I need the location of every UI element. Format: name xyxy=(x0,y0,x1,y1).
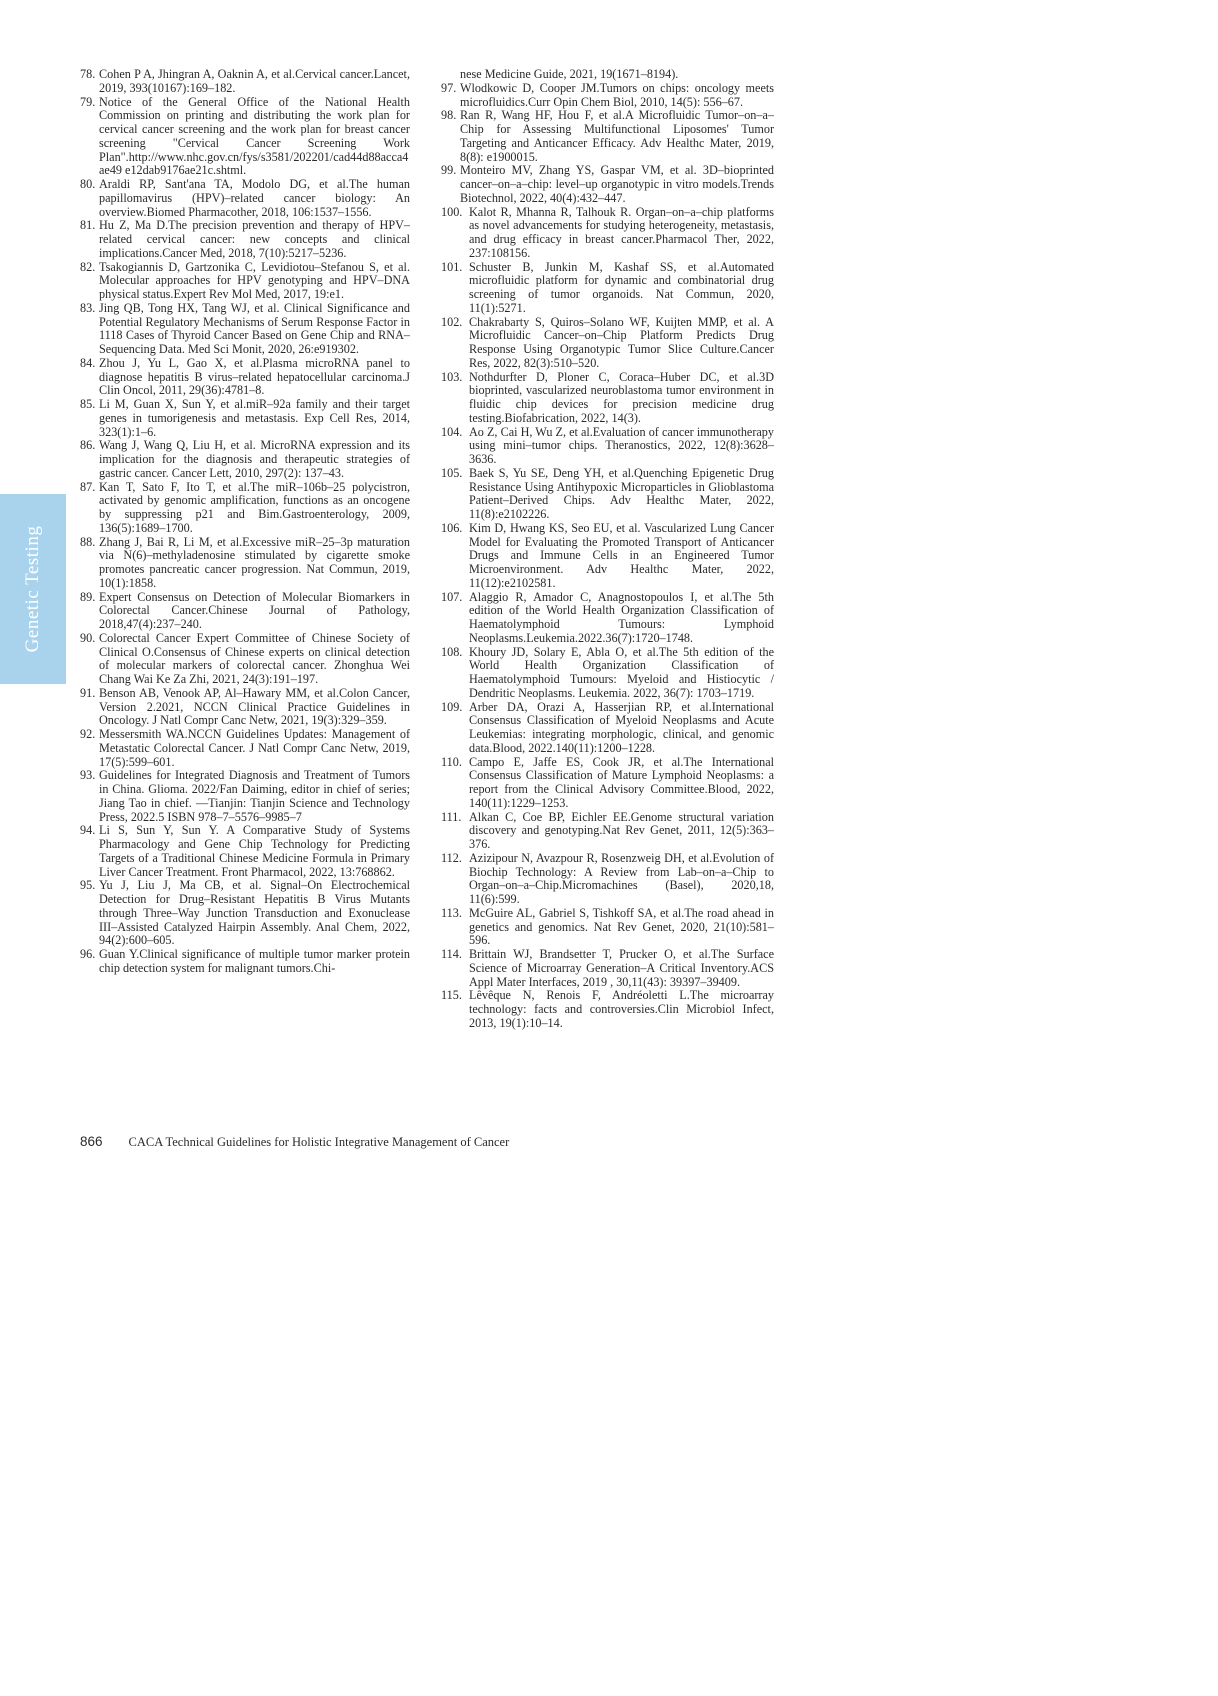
section-side-tab-label: Genetic Testing xyxy=(22,525,43,653)
reference-item xyxy=(441,164,774,205)
reference-item xyxy=(441,371,774,426)
reference-text: Lêvêque N, Renois F, Andréoletti L.The microarray technology: facts and controversies.Clin Microbiol Infect, 2013, 19(1):10–14. xyxy=(469,988,774,1030)
reference-item xyxy=(80,687,410,728)
reference-number: 98. xyxy=(441,108,457,123)
reference-number: 83. xyxy=(80,300,96,315)
reference-continuation: nese Medicine Guide, 2021, 19(1671–8194). xyxy=(460,67,679,81)
section-side-tab xyxy=(0,494,66,684)
reference-number: 104. xyxy=(441,424,463,439)
reference-text: Chakrabarty S, Quiros–Solano WF, Kuijten MMP, et al. A Microfluidic Cancer–on–Chip Platform Predicts Drug Response Using Organotypic Tumor Slice Culture.Cancer Res, 2022, 82(3):510–520. xyxy=(469,314,774,370)
reference-text: Guan Y.Clinical significance of multiple tumor marker protein chip detection system for malignant tumors.Chi- xyxy=(99,947,410,975)
reference-number: 102. xyxy=(441,314,463,329)
reference-number: 101. xyxy=(441,259,463,274)
reference-number: 91. xyxy=(80,685,96,700)
reference-item xyxy=(80,536,410,591)
reference-number: 96. xyxy=(80,947,96,961)
reference-item xyxy=(80,398,410,439)
reference-number: 81. xyxy=(80,218,96,233)
reference-item xyxy=(441,852,774,907)
reference-text: Baek S, Yu SE, Deng YH, et al.Quenching Epigenetic Drug Resistance Using Antihypoxic Microparticles in Glioblastoma Patient–Derived Chips. Adv Healthc Mater, 2022, 11(8):e2102226. xyxy=(469,465,774,521)
reference-text: Khoury JD, Solary E, Abla O, et al.The 5th edition of the World Health Organization Classification of Haematolymphoid Tumours: Myeloid and Histiocytic / Dendritic Neoplasms. Leukemia. 2022, 36(7): 1703–1719. xyxy=(469,644,774,700)
reference-item xyxy=(80,879,410,948)
reference-item xyxy=(80,96,410,179)
reference-text: Colorectal Cancer Expert Committee of Chinese Society of Clinical O.Consensus of Chinese experts on clinical detection of molecular markers of colorectal cancer. Zhonghua Wei Chang Wai Ke Za Zhi, 2021, 24(3):191–197. xyxy=(99,630,410,686)
reference-item xyxy=(80,769,410,824)
reference-text: Zhang J, Bai R, Li M, et al.Excessive miR–25–3p maturation via N(6)–methyladenosine stimulated by cigarette smoke promotes pancreatic cancer progression. Nat Commun, 2019, 10(1):1858. xyxy=(99,534,410,590)
reference-number: 109. xyxy=(441,699,463,714)
reference-number: 97. xyxy=(441,80,457,95)
reference-number: 95. xyxy=(80,878,96,893)
references-left-column xyxy=(80,68,410,976)
reference-number: 105. xyxy=(441,465,463,480)
reference-text: Benson AB, Venook AP, Al–Hawary MM, et al.Colon Cancer, Version 2.2021, NCCN Clinical Practice Guidelines in Oncology. J Natl Compr Canc Netw, 2021, 19(3):329–359. xyxy=(99,685,410,728)
reference-text: Tsakogiannis D, Gartzonika C, Levidiotou–Stefanou S, et al. Molecular approaches for HPV genotyping and HPV–DNA physical status.Expert Rev Mol Med, 2017, 19:e1. xyxy=(99,259,410,301)
reference-text: Monteiro MV, Zhang YS, Gaspar VM, et al. 3D–bioprinted cancer–on–a–chip: level–up organotypic in vitro models.Trends Biotechnol, 2022, 40(4):432–447. xyxy=(460,163,774,205)
reference-item xyxy=(441,206,774,261)
reference-item xyxy=(441,591,774,646)
reference-number: 84. xyxy=(80,355,96,370)
reference-item xyxy=(441,756,774,811)
reference-item xyxy=(441,261,774,316)
reference-number: 100. xyxy=(441,204,463,219)
reference-text: Wang J, Wang Q, Liu H, et al. MicroRNA expression and its implication for the diagnosis and therapeutic strategies of gastric cancer. Cancer Lett, 2010, 297(2): 137–43. xyxy=(99,438,410,480)
reference-number: 85. xyxy=(80,397,96,411)
reference-text: Yu J, Liu J, Ma CB, et al. Signal–On Electrochemical Detection for Drug–Resistant Hepatitis B Virus Mutants through Three–Way Junction Transduction and Exonuclease III–Assisted Catalyzed Hairpin Assembly. Anal Chem, 2022, 94(2):600–605. xyxy=(99,878,410,948)
reference-text: Expert Consensus on Detection of Molecular Biomarkers in Colorectal Cancer.Chinese Journal of Pathology, 2018,47(4):237–240. xyxy=(99,589,410,631)
reference-text: Kan T, Sato F, Ito T, et al.The miR–106b–25 polycistron, activated by genomic amplification, functions as an oncogene by suppressing p21 and Bim.Gastroenterology, 2009, 136(5):1689–1700. xyxy=(99,479,410,535)
reference-number: 87. xyxy=(80,479,96,494)
reference-item xyxy=(80,728,410,769)
reference-text: Ran R, Wang HF, Hou F, et al.A Microfluidic Tumor–on–a–Chip for Assessing Multifunctional Liposomes' Tumor Targeting and Anticancer Efficacy. Adv Healthc Mater, 2019, 8(8): e1900015. xyxy=(460,108,774,164)
reference-item xyxy=(441,646,774,701)
reference-text: Messersmith WA.NCCN Guidelines Updates: Management of Metastatic Colorectal Cancer. J Natl Compr Canc Netw, 2019, 17(5):599–601. xyxy=(99,727,410,769)
reference-item xyxy=(80,302,410,357)
page-footer xyxy=(80,1134,509,1150)
reference-number: 94. xyxy=(80,823,96,838)
reference-text: Ao Z, Cai H, Wu Z, et al.Evaluation of cancer immunotherapy using mini–tumor chips. Theranostics, 2022, 12(8):3628–3636. xyxy=(469,424,774,466)
reference-text: Araldi RP, Sant'ana TA, Modolo DG, et al.The human papillomavirus (HPV)–related cancer biology: An overview.Biomed Pharmacother, 2018, 106:1537–1556. xyxy=(99,177,410,219)
reference-text: Alkan C, Coe BP, Eichler EE.Genome structural variation discovery and genotyping.Nat Rev Genet, 2011, 12(5):363–376. xyxy=(469,809,774,851)
reference-text: Arber DA, Orazi A, Hasserjian RP, et al.International Consensus Classification of Myeloid Neoplasms and Acute Leukemias: integrating morphologic, clinical, and genomic data.Blood, 2022.140(11):1200–1228. xyxy=(469,699,774,755)
reference-number: 111. xyxy=(441,809,462,824)
reference-text: Zhou J, Yu L, Gao X, et al.Plasma microRNA panel to diagnose hepatitis B virus–related hepatocellular carcinoma.J Clin Oncol, 2011, 29(36):4781–8. xyxy=(99,355,410,398)
reference-number: 115. xyxy=(441,988,462,1003)
reference-item xyxy=(80,481,410,536)
reference-item xyxy=(80,68,410,96)
reference-text: McGuire AL, Gabriel S, Tishkoff SA, et al.The road ahead in genetics and genomics. Nat Rev Genet, 2020, 21(10):581–596. xyxy=(469,905,774,948)
reference-number: 99. xyxy=(441,163,457,178)
reference-text: Azizipour N, Avazpour R, Rosenzweig DH, et al.Evolution of Biochip Technology: A Review from Lab–on–a–Chip to Organ–on–a–Chip.Micromachines (Basel), 2020,18, 11(6):599. xyxy=(469,850,774,906)
reference-text: Hu Z, Ma D.The precision prevention and therapy of HPV–related cervical cancer: new concepts and clinical implications.Cancer Med, 2018, 7(10):5217–5236. xyxy=(99,218,410,260)
references-right-column xyxy=(441,68,774,1031)
reference-number: 114. xyxy=(441,947,462,961)
reference-text: Li S, Sun Y, Sun Y. A Comparative Study of Systems Pharmacology and Gene Chip Technology for Predicting Targets of a Traditional Chinese Medicine Formula in Primary Liver Cancer Treatment. Front Pharmacol, 2022, 13:768862. xyxy=(99,823,410,879)
reference-item xyxy=(441,316,774,371)
reference-item xyxy=(441,467,774,522)
reference-item xyxy=(441,948,774,989)
reference-item xyxy=(441,701,774,756)
reference-text: Brittain WJ, Brandsetter T, Prucker O, et al.The Surface Science of Microarray Generation–A Critical Inventory.ACS Appl Mater Interfaces, 2019 , 30,11(43): 39397–39409. xyxy=(469,947,774,989)
reference-text: Schuster B, Junkin M, Kashaf SS, et al.Automated microfluidic platform for dynamic and combinatorial drug screening of tumor organoids. Nat Commun, 2020, 11(1):5271. xyxy=(469,259,774,315)
reference-number: 89. xyxy=(80,589,96,604)
reference-item xyxy=(441,109,774,164)
reference-number: 82. xyxy=(80,259,96,274)
reference-item xyxy=(441,907,774,948)
reference-number: 112. xyxy=(441,850,462,865)
reference-text: Jing QB, Tong HX, Tang WJ, et al. Clinical Significance and Potential Regulatory Mechanisms of Serum Response Factor in 1118 Cases of Thyroid Cancer Based on Gene Chip and RNA–Sequencing Data. Med Sci Monit, 2020, 26:e919302. xyxy=(99,300,410,356)
reference-item xyxy=(441,989,774,1030)
reference-item xyxy=(441,811,774,852)
reference-item xyxy=(441,82,774,110)
reference-text: Li M, Guan X, Sun Y, et al.miR–92a family and their target genes in tumorigenesis and metastasis. Exp Cell Res, 2014, 323(1):1–6. xyxy=(99,397,410,439)
reference-number: 80. xyxy=(80,177,96,191)
reference-item xyxy=(80,219,410,260)
reference-item xyxy=(80,591,410,632)
reference-text: Wlodkowic D, Cooper JM.Tumors on chips: oncology meets microfluidics.Curr Opin Chem Biol, 2010, 14(5): 556–67. xyxy=(460,80,774,109)
reference-item xyxy=(441,426,774,467)
reference-item xyxy=(80,948,410,976)
reference-text: Alaggio R, Amador C, Anagnostopoulos I, et al.The 5th edition of the World Health Organization Classification of Haematolymphoid Tumours: Lymphoid Neoplasms.Leukemia.2022.36(7):1720–1748. xyxy=(469,589,774,645)
reference-number: 110. xyxy=(441,754,462,769)
reference-number: 103. xyxy=(441,369,463,384)
reference-number: 79. xyxy=(80,94,96,109)
reference-text: Nothdurfter D, Ploner C, Coraca–Huber DC, et al.3D bioprinted, vascularized neuroblastoma tumor environment in fluidic chip devices for precision medicine drug testing.Biofabrication, 2022, 14(3). xyxy=(469,369,774,425)
reference-number: 108. xyxy=(441,644,463,659)
running-title: CACA Technical Guidelines for Holistic Integrative Management of Cancer xyxy=(128,1135,510,1149)
reference-item xyxy=(80,357,410,398)
reference-item xyxy=(80,178,410,219)
reference-item xyxy=(80,824,410,879)
reference-number: 90. xyxy=(80,630,96,645)
reference-text: Campo E, Jaffe ES, Cook JR, et al.The International Consensus Classification of Mature Lymphoid Neoplasms: a report from the Clinical Advisory Committee.Blood, 2022, 140(11):1229–1253. xyxy=(469,754,774,810)
reference-text: Notice of the General Office of the National Health Commission on printing and distributing the work plan for cervical cancer screening and the work plan for breast cancer screening "Cervical Cancer Screening Work Plan".http://www.nhc.gov.cn/fys/s3581/202201/cad44d88acca4ae49 e12dab9176ae21c.shtml. xyxy=(99,94,410,178)
reference-number: 93. xyxy=(80,768,96,783)
reference-text: Kalot R, Mhanna R, Talhouk R. Organ–on–a–chip platforms as novel advancements for studying heterogeneity, metastasis, and drug efficacy in breast cancer.Pharmacol Ther, 2022, 237:108156. xyxy=(469,204,774,260)
page-number: 866 xyxy=(80,1134,103,1149)
reference-item xyxy=(80,439,410,480)
reference-text: Cohen P A, Jhingran A, Oaknin A, et al.Cervical cancer.Lancet, 2019, 393(10167):169–182. xyxy=(99,67,410,95)
reference-number: 86. xyxy=(80,438,96,453)
reference-number: 106. xyxy=(441,520,463,535)
reference-number: 92. xyxy=(80,727,96,741)
reference-number: 107. xyxy=(441,589,463,604)
reference-text: Kim D, Hwang KS, Seo EU, et al. Vascularized Lung Cancer Model for Evaluating the Promoted Transport of Anticancer Drugs and Immune Cells in an Engineered Tumor Microenvironment. Adv Healthc Mater, 2022, 11(12):e2102581. xyxy=(469,520,774,590)
reference-number: 78. xyxy=(80,67,96,81)
reference-number: 88. xyxy=(80,534,96,549)
reference-number: 113. xyxy=(441,905,462,920)
reference-item xyxy=(80,632,410,687)
reference-item xyxy=(441,522,774,591)
reference-text: Guidelines for Integrated Diagnosis and Treatment of Tumors in China. Glioma. 2022/Fan Daiming, editor in chief of series; Jiang Tao in chief. ––Tianjin: Tianjin Science and Technology Press, 2022.5 ISBN 978–7–5576–9985–7 xyxy=(99,768,410,824)
reference-item xyxy=(80,261,410,302)
